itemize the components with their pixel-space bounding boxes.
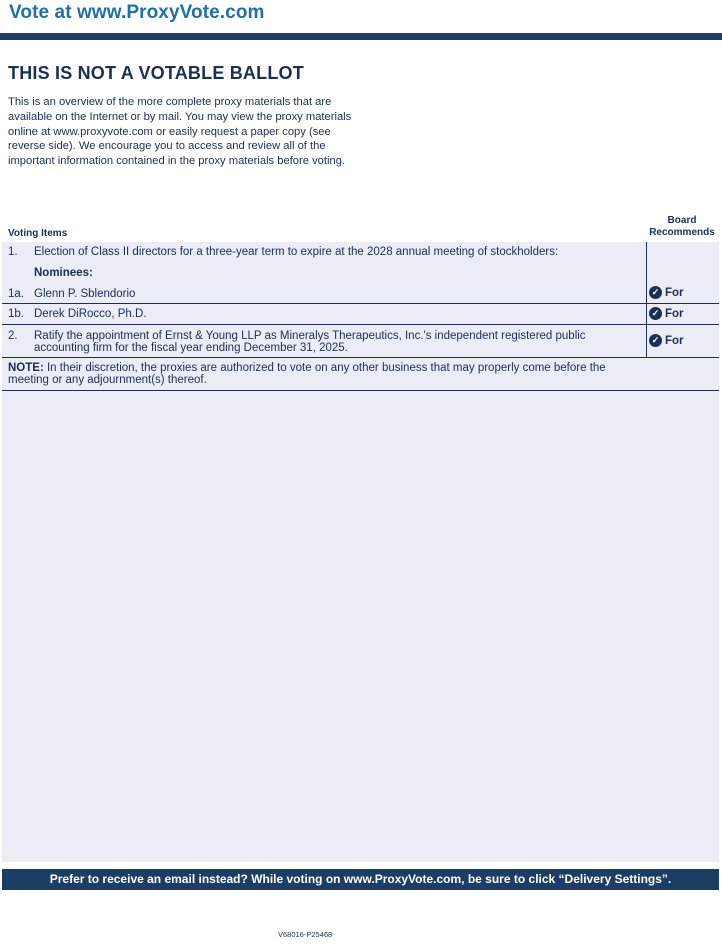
- item-1-text: Election of Class II directors for a three-year term to expire at the 2028 annual meeting of stockholders:: [34, 246, 559, 258]
- item-1a-rec-label: For: [665, 286, 684, 299]
- item-1b-recommendation: [649, 307, 684, 320]
- header-title: Vote at www.ProxyVote.com: [9, 2, 265, 23]
- check-circle-icon: ✓: [649, 286, 662, 299]
- check-circle-icon: ✓: [649, 334, 662, 347]
- item-2-recommendation: [649, 334, 684, 347]
- row-divider: [2, 303, 719, 304]
- voting-items-header: Voting Items: [8, 228, 68, 239]
- item-1b-text: Derek DiRocco, Ph.D.: [34, 308, 147, 320]
- row-divider: [2, 324, 719, 325]
- note-body: In their discretion, the proxies are authorized to vote on any other business that may properly come before the meeting or any adjournment(s) thereof.: [8, 362, 606, 386]
- note-divider: [2, 390, 719, 391]
- board-header-line1: Board: [667, 215, 697, 226]
- document-code: V68016-P25468: [278, 930, 333, 939]
- item-1a-number: 1a.: [8, 288, 24, 300]
- item-1a-recommendation: [649, 286, 684, 299]
- note-text: [8, 362, 644, 386]
- header-divider-bar: [0, 33, 722, 40]
- board-recommends-header: [644, 215, 720, 239]
- item-1b-rec-label: For: [665, 307, 684, 320]
- nominees-label: Nominees:: [34, 267, 93, 279]
- item-2-rec-label: For: [665, 334, 684, 347]
- board-header-line2: Recommends: [649, 227, 715, 238]
- note-label: NOTE:: [8, 362, 44, 374]
- item-1b-number: 1b.: [8, 308, 24, 320]
- footer-banner: Prefer to receive an email instead? While voting on www.ProxyVote.com, be sure to click “Delivery Settings”.: [2, 869, 719, 890]
- item-2-number: 2.: [8, 330, 18, 342]
- item-2-text: Ratify the appointment of Ernst & Young LLP as Mineralys Therapeutics, Inc.'s independent registered public accounting firm for the fiscal year ending December 31, 2025.: [34, 330, 586, 354]
- check-circle-icon: ✓: [649, 307, 662, 320]
- column-separator: [646, 242, 647, 357]
- intro-paragraph: This is an overview of the more complete proxy materials that are available on the Internet or by mail. You may view the proxy materials online at www.proxyvote.com or easily request a paper copy (see reverse side). We encourage you to access and review all of the important information contained in the proxy materials before voting.: [8, 96, 352, 168]
- item-1-number: 1.: [8, 246, 18, 258]
- row-divider: [2, 357, 719, 358]
- ballot-title: THIS IS NOT A VOTABLE BALLOT: [8, 63, 304, 83]
- item-1a-text: Glenn P. Sblendorio: [34, 288, 136, 300]
